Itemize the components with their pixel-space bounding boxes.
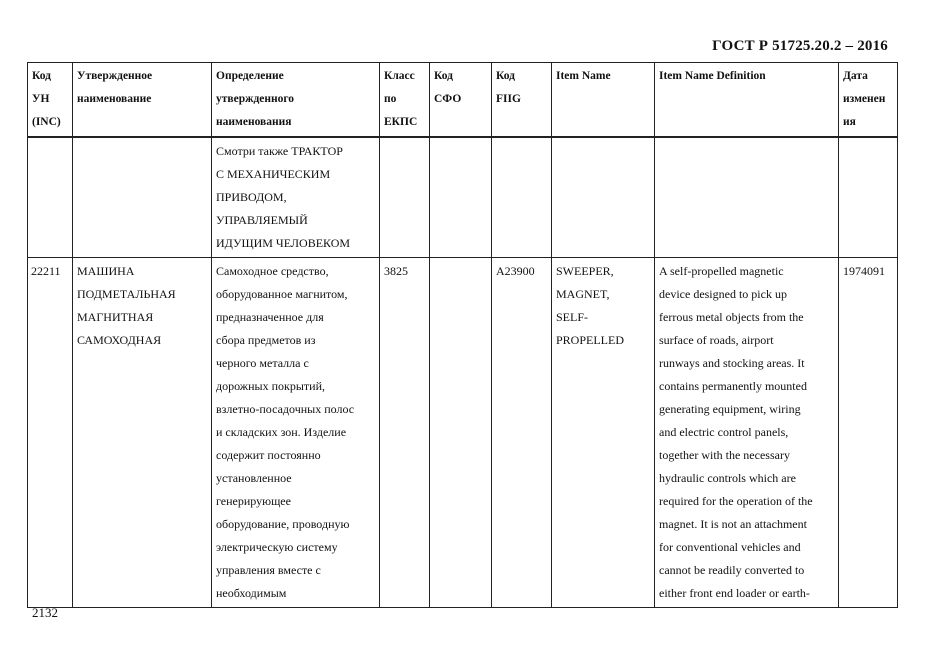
col-header-definition — [212, 63, 380, 138]
cell-change-date — [839, 137, 898, 258]
cell-text-line: Item Name Definition — [659, 70, 766, 82]
cell-text-line: hydraulic controls which are — [659, 471, 796, 485]
cell-item-name — [552, 137, 655, 258]
cell-text-line: Код — [496, 70, 516, 82]
cell-text-line: A self-propelled magnetic — [659, 264, 784, 278]
cell-text-line: ПРИВОДОМ, — [216, 190, 287, 204]
cell-text-line: дорожных покрытий, — [216, 379, 325, 393]
cell-inc: 22211 — [28, 258, 73, 608]
cell-text-line: ЕКПС — [384, 116, 418, 128]
cell-text-line: PROPELLED — [556, 333, 625, 347]
cell-text-line: наименование — [77, 93, 152, 105]
cell-fiig-code — [492, 137, 552, 258]
cell-text-line: ия — [843, 116, 856, 128]
table-row — [28, 137, 898, 258]
cell-text-line: УН — [32, 93, 50, 105]
cell-text-line: взлетно-посадочных полос — [216, 402, 355, 416]
cell-text-line: cannot be readily converted to — [659, 563, 805, 577]
cell-text-line: содержит постоянно — [216, 448, 321, 462]
col-header-item-name — [552, 63, 655, 138]
cell-text-line: оборудованное магнитом, — [216, 287, 348, 301]
cell-item-name — [552, 258, 655, 608]
cell-text-line: изменен — [843, 93, 886, 105]
cell-definition — [212, 258, 380, 608]
cell-text-line: ferrous metal objects from the — [659, 310, 804, 324]
cell-text-line: по — [384, 93, 397, 105]
cell-text-line: Самоходное средство, — [216, 264, 329, 278]
col-header-change-date — [839, 63, 898, 138]
cell-text-line: SELF- — [556, 310, 589, 324]
cell-text-line: и складских зон. Изделие — [216, 425, 347, 439]
cell-approved-name — [73, 137, 212, 258]
cell-text-line: наименования — [216, 116, 292, 128]
cell-text-line: необходимым — [216, 586, 287, 600]
col-header-item-name-definition — [655, 63, 839, 138]
cell-fiig-code: A23900 — [492, 258, 552, 608]
cell-text-line: Код — [434, 70, 454, 82]
cell-approved-name — [73, 258, 212, 608]
cell-text-line: САМОХОДНАЯ — [77, 333, 162, 347]
cell-text-line: together with the necessary — [659, 448, 790, 462]
cell-text-line: электрическую систему — [216, 540, 338, 554]
cell-text-line: runways and stocking areas. It — [659, 356, 805, 370]
cell-ekps-class — [380, 137, 430, 258]
col-header-sfo-code — [430, 63, 492, 138]
cell-text-line: черного металла с — [216, 356, 309, 370]
col-header-fiig-code — [492, 63, 552, 138]
cell-text-line: ИДУЩИМ ЧЕЛОВЕКОМ — [216, 236, 351, 250]
table-row — [28, 258, 898, 608]
cell-text-line: оборудование, проводную — [216, 517, 350, 531]
cell-text-line: generating equipment, wiring — [659, 402, 801, 416]
cell-text-line: Item Name — [556, 70, 611, 82]
col-header-approved-name — [73, 63, 212, 138]
cell-change-date: 1974091 — [839, 258, 898, 608]
cell-text-line: contains permanently mounted — [659, 379, 807, 393]
page-number: 2132 — [32, 605, 58, 620]
cell-text-line: MAGNET, — [556, 287, 610, 301]
cell-inc — [28, 137, 73, 258]
cell-text-line: Класс — [384, 70, 415, 82]
cell-text-line: управления вместе с — [216, 563, 321, 577]
cell-text-line: either front end loader or earth- — [659, 586, 810, 600]
cell-text-line: УПРАВЛЯЕМЫЙ — [216, 213, 308, 227]
catalog-table — [27, 62, 898, 608]
cell-text-line: device designed to pick up — [659, 287, 787, 301]
cell-text-line: МАШИНА — [77, 264, 135, 278]
cell-text-line: Код — [32, 70, 52, 82]
col-header-inc — [28, 63, 73, 138]
cell-text-line: установленное — [216, 471, 292, 485]
cell-text-line: сбора предметов из — [216, 333, 316, 347]
cell-text-line: предназначенное для — [216, 310, 324, 324]
cell-text-line: Определение — [216, 70, 284, 82]
cell-definition — [212, 137, 380, 258]
cell-text-line: Утвержденное — [77, 70, 153, 82]
cell-text-line: МАГНИТНАЯ — [77, 310, 154, 324]
document-standard-title: ГОСТ Р 51725.20.2 – 2016 — [712, 38, 888, 54]
cell-text-line: surface of roads, airport — [659, 333, 774, 347]
cell-sfo-code — [430, 137, 492, 258]
cell-text-line: for conventional vehicles and — [659, 540, 801, 554]
cell-text-line: SWEEPER, — [556, 264, 614, 278]
cell-text-line: Смотри также ТРАКТОР — [216, 144, 343, 158]
table-header-row — [28, 63, 898, 138]
cell-text-line: генерирующее — [216, 494, 291, 508]
cell-text-line: СФО — [434, 93, 462, 105]
cell-sfo-code — [430, 258, 492, 608]
cell-text-line: С МЕХАНИЧЕСКИМ — [216, 167, 331, 181]
cell-item-name-definition — [655, 137, 839, 258]
cell-text-line: Дата — [843, 70, 868, 82]
cell-text-line: ПОДМЕТАЛЬНАЯ — [77, 287, 176, 301]
cell-item-name-definition — [655, 258, 839, 608]
cell-ekps-class: 3825 — [380, 258, 430, 608]
cell-text-line: FIIG — [496, 93, 521, 105]
cell-text-line: (INC) — [32, 116, 61, 128]
cell-text-line: magnet. It is not an attachment — [659, 517, 807, 531]
cell-text-line: утвержденного — [216, 93, 295, 105]
col-header-ekps-class — [380, 63, 430, 138]
cell-text-line: and electric control panels, — [659, 425, 789, 439]
cell-text-line: required for the operation of the — [659, 494, 813, 508]
